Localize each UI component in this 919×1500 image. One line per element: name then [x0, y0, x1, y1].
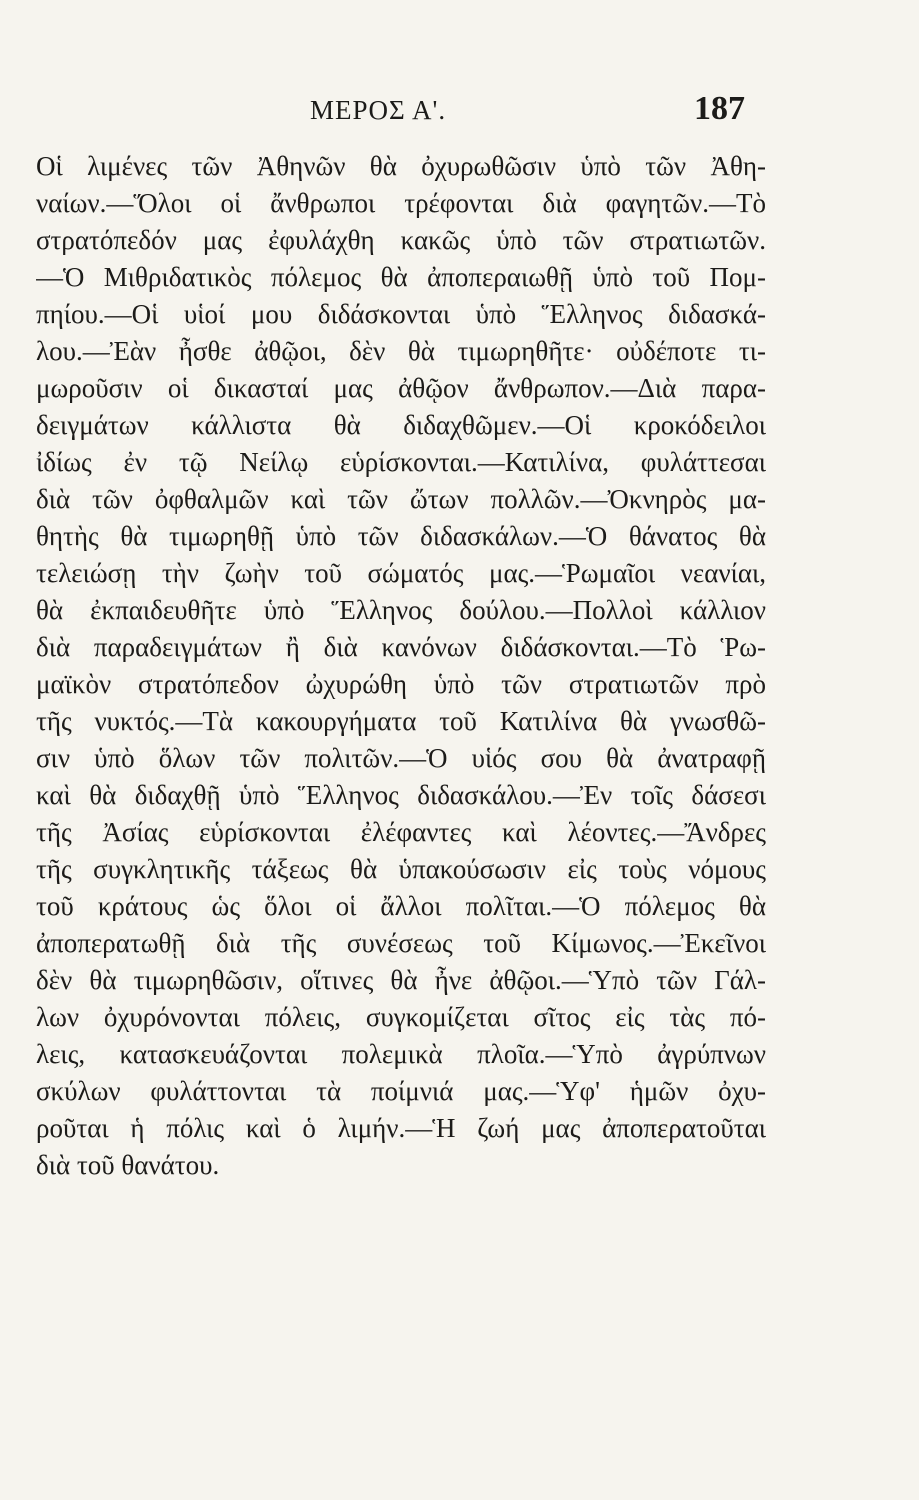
text-line: τοῦ κράτους ὡς ὅλοι οἱ ἄλλοι πολῖται.—Ὁ πόλεμος θὰ: [36, 891, 766, 921]
section-title: ΜΕΡΟΣ Α'.: [310, 95, 447, 125]
text-line: μωροῦσιν οἱ δικασταί μας ἀθῷον ἄνθρωπον.—Διὰ παρα-: [36, 373, 766, 403]
running-head: [155, 90, 745, 130]
text-line-last: διὰ τοῦ θανάτου.: [36, 1150, 220, 1180]
text-line: λων ὀχυρόνονται πόλεις, συγκομίζεται σῖτος εἰς τὰς πό-: [36, 1002, 766, 1032]
text-line: ἀποπερατωθῇ διὰ τῆς συνέσεως τοῦ Κίμωνος.—Ἐκεῖνοι: [36, 928, 766, 958]
text-line: θητὴς θὰ τιμωρηθῇ ὑπὸ τῶν διδασκάλων.—Ὁ θάνατος θὰ: [36, 521, 766, 551]
text-line: θὰ ἐκπαιδευθῆτε ὑπὸ Ἕλληνος δούλου.—Πολλοὶ κάλλιον: [36, 595, 766, 625]
text-line: σιν ὑπὸ ὅλων τῶν πολιτῶν.—Ὁ υἱός σου θὰ ἀνατραφῇ: [36, 743, 766, 773]
text-line: λεις, κατασκευάζονται πολεμικὰ πλοῖα.—Ὑπὸ ἀγρύπνων: [36, 1039, 766, 1069]
text-line: τῆς συγκλητικῆς τάξεως θὰ ὑπακούσωσιν εἰς τοὺς νόμους: [36, 854, 766, 884]
text-line: δειγμάτων κάλλιστα θὰ διδαχθῶμεν.—Οἱ κροκόδειλοι: [36, 410, 766, 440]
text-line: —Ὁ Μιθριδατικὸς πόλεμος θὰ ἀποπεραιωθῇ ὑπὸ τοῦ Πομ-: [36, 262, 766, 292]
text-line: διὰ τῶν ὀφθαλμῶν καὶ τῶν ὤτων πολλῶν.—Ὀκνηρὸς μα-: [36, 484, 766, 514]
text-line: καὶ θὰ διδαχθῇ ὑπὸ Ἕλληνος διδασκάλου.—Ἐν τοῖς δάσεσι: [36, 780, 766, 810]
text-line: στρατόπεδόν μας ἐφυλάχθη κακῶς ὑπὸ τῶν στρατιωτῶν.: [36, 225, 766, 255]
text-line: δὲν θὰ τιμωρηθῶσιν, οἵτινες θὰ ἦνε ἀθῷοι.—Ὑπὸ τῶν Γάλ-: [36, 965, 766, 995]
page-number: 187: [694, 90, 745, 127]
text-line: ροῦται ἡ πόλις καὶ ὁ λιμήν.—Ἡ ζωή μας ἀποπερατοῦται: [36, 1113, 766, 1143]
text-line: τῆς νυκτός.—Τὰ κακουργήματα τοῦ Κατιλίνα θὰ γνωσθῶ-: [36, 706, 766, 736]
text-line: τῆς Ἀσίας εὑρίσκονται ἐλέφαντες καὶ λέοντες.—Ἄνδρες: [36, 817, 766, 847]
text-line: σκύλων φυλάττονται τὰ ποίμνιά μας.—Ὑφ' ἡμῶν ὀχυ-: [36, 1076, 766, 1106]
text-line: τελειώσῃ τὴν ζωὴν τοῦ σώματός μας.—Ῥωμαῖοι νεανίαι,: [36, 558, 766, 588]
text-line: λου.—Ἐὰν ἦσθε ἀθῷοι, δὲν θὰ τιμωρηθῆτε· οὐδέποτε τι-: [36, 336, 766, 366]
text-line: πηίου.—Οἱ υἱοί μου διδάσκονται ὑπὸ Ἕλληνος διδασκά-: [36, 299, 766, 329]
text-line: διὰ παραδειγμάτων ἢ διὰ κανόνων διδάσκονται.—Τὸ Ῥω-: [36, 632, 766, 662]
body-text: [36, 148, 766, 1184]
text-line: ναίων.—Ὅλοι οἱ ἄνθρωποι τρέφονται διὰ φαγητῶν.—Τὸ: [36, 188, 766, 218]
text-line: Οἱ λιμένες τῶν Ἀθηνῶν θὰ ὀχυρωθῶσιν ὑπὸ τῶν Ἀθη-: [36, 151, 766, 181]
text-line: μαϊκὸν στρατόπεδον ὠχυρώθη ὑπὸ τῶν στρατιωτῶν πρὸ: [36, 669, 766, 699]
text-line: ἰδίως ἐν τῷ Νείλῳ εὑρίσκονται.—Κατιλίνα, φυλάττεσαι: [36, 447, 766, 477]
